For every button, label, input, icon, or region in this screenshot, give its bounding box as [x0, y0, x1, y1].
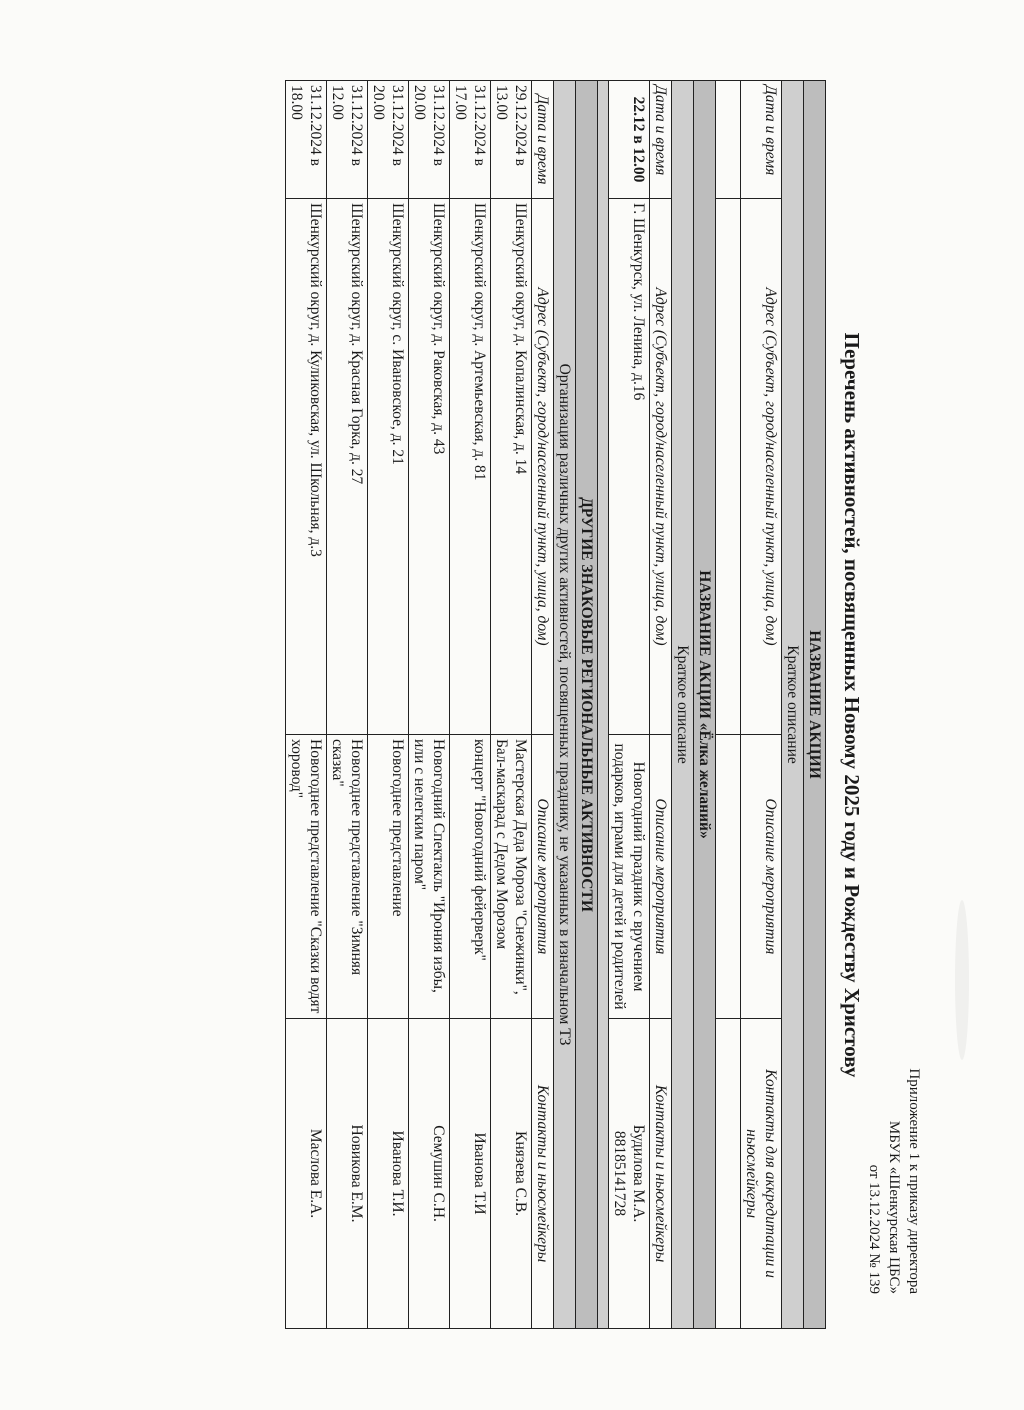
event-contact: Князева С.В. [491, 1019, 532, 1329]
appendix-line-1: Приложение 1 к приказу директора [906, 1068, 922, 1294]
section1-header-address: Адрес (Субъект, город/населенный пункт, улица, дом) [741, 199, 782, 735]
event-contact: Маслова Е.А. [286, 1019, 327, 1329]
section1-band-row [804, 81, 826, 1329]
event-description: Мастерская Деда Мороза "Снежинки", Бал-маскарад с Дедом Морозом [491, 735, 532, 1019]
section1-subtitle: Краткое описание [782, 81, 804, 1329]
section3-subtitle: Организация различных других активностей, посвященных празднику, не указанных в изначальном ТЗ [554, 81, 576, 1329]
event-description: концерт "Новогодний фейерверк" [450, 735, 491, 1019]
section-separator [598, 81, 609, 1329]
section1-empty-row [716, 81, 741, 1329]
section2-header-contacts: Контакты и ньюсмейкеры [650, 1019, 672, 1329]
event-date: 31.12.2024 в 12.00 [327, 81, 368, 199]
table-row [286, 81, 327, 1329]
event-description: Новогоднее представление [368, 735, 409, 1019]
section3-subband-row [554, 81, 576, 1329]
scan-smudge [955, 900, 969, 1060]
event-description: Новогодний Спектакль "Ирония избы, или с нелегким паром" [409, 735, 450, 1019]
section3-header-address: Адрес (Субъект, город/населенный пункт, улица, дом) [532, 199, 554, 735]
section1-band: НАЗВАНИЕ АКЦИИ [804, 81, 826, 1329]
section1-header-row [741, 81, 782, 1329]
section3-header-description: Описание мероприятия [532, 735, 554, 1019]
section2-header-address: Адрес (Субъект, город/населенный пункт, улица, дом) [650, 199, 672, 735]
table-row [368, 81, 409, 1329]
section1-subband-row [782, 81, 804, 1329]
section3-header-contacts: Контакты и ньюсмейкеры [532, 1019, 554, 1329]
appendix-line-2: МБУК «Шенкурская ЦБС» [886, 1120, 902, 1294]
section1-header-contacts: Контакты для аккредитации и ньюсмейкеры [741, 1019, 782, 1329]
event-address: Шенкурский округ, д. Раковская, д. 43 [409, 199, 450, 735]
event-contacts [609, 1019, 650, 1329]
event-date: 22.12 в 12.00 [609, 81, 650, 199]
event-date: 29.12.2024 в 13.00 [491, 81, 532, 199]
event-address: Шенкурский округ, д. Куликовская, ул. Школьная, д.3 [286, 199, 327, 735]
section2-event-row [609, 81, 650, 1329]
event-address: Шенкурский округ, д. Артемьевская, д. 81 [450, 199, 491, 735]
table-row [491, 81, 532, 1329]
section2-subband-row [672, 81, 694, 1329]
section2-header-row [650, 81, 672, 1329]
table-row [450, 81, 491, 1329]
event-address: Шенкурский округ, д. Копалинская, д. 14 [491, 199, 532, 735]
table-row [327, 81, 368, 1329]
event-contact: Семушин С.Н. [409, 1019, 450, 1329]
section2-band: НАЗВАНИЕ АКЦИИ «Ёлка желаний» [694, 81, 716, 1329]
section3-header-date: Дата и время [532, 81, 554, 199]
event-date: 31.12.2024 в 18.00 [286, 81, 327, 199]
event-address: Г. Шенкурск, ул. Ленина, д.16 [609, 199, 650, 735]
event-address: Шенкурский округ, с. Ивановское, д. 21 [368, 199, 409, 735]
event-date: 31.12.2024 в 20.00 [368, 81, 409, 199]
event-description: Новогоднее представление "Зимняя сказка" [327, 735, 368, 1019]
section3-band: ДРУГИЕ ЗНАКОВЫЕ РЕГИОНАЛЬНЫЕ АКТИВНОСТИ [576, 81, 598, 1329]
table-row [409, 81, 450, 1329]
event-address: Шенкурский округ, д. Красная Горка, д. 27 [327, 199, 368, 735]
contact-phone: 88185141728 [611, 1130, 628, 1217]
document-title: Перечень активностей, посвященных Новому 2025 году и Рождеству Христову [840, 332, 864, 1078]
event-date: 31.12.2024 в 17.00 [450, 81, 491, 199]
appendix-line-3: от 13.12.2024 № 139 [866, 1164, 882, 1294]
section3-header-row [532, 81, 554, 1329]
section2-header-description: Описание мероприятия [650, 735, 672, 1019]
event-description: Новогодний праздник с вручением подарков, играми для детей и родителей [609, 735, 650, 1019]
appendix-note [864, 974, 924, 1294]
event-date: 31.12.2024 в 20.00 [409, 81, 450, 199]
section1-header-date: Дата и время [741, 81, 782, 199]
event-contact: Иванова Т.И [450, 1019, 491, 1329]
section3-band-row [576, 81, 598, 1329]
event-contact: Новикова Е.М. [327, 1019, 368, 1329]
section2-band-row [694, 81, 716, 1329]
section1-header-description: Описание мероприятия [741, 735, 782, 1019]
section2-subtitle: Краткое описание [672, 81, 694, 1329]
event-contact: Иванова Т.И. [368, 1019, 409, 1329]
contact-name: Будилова М.А. [630, 1124, 647, 1223]
activities-table [285, 80, 826, 1329]
section2-header-date: Дата и время [650, 81, 672, 199]
event-description: Новогоднее представление "Сказки водят хоровод" [286, 735, 327, 1019]
